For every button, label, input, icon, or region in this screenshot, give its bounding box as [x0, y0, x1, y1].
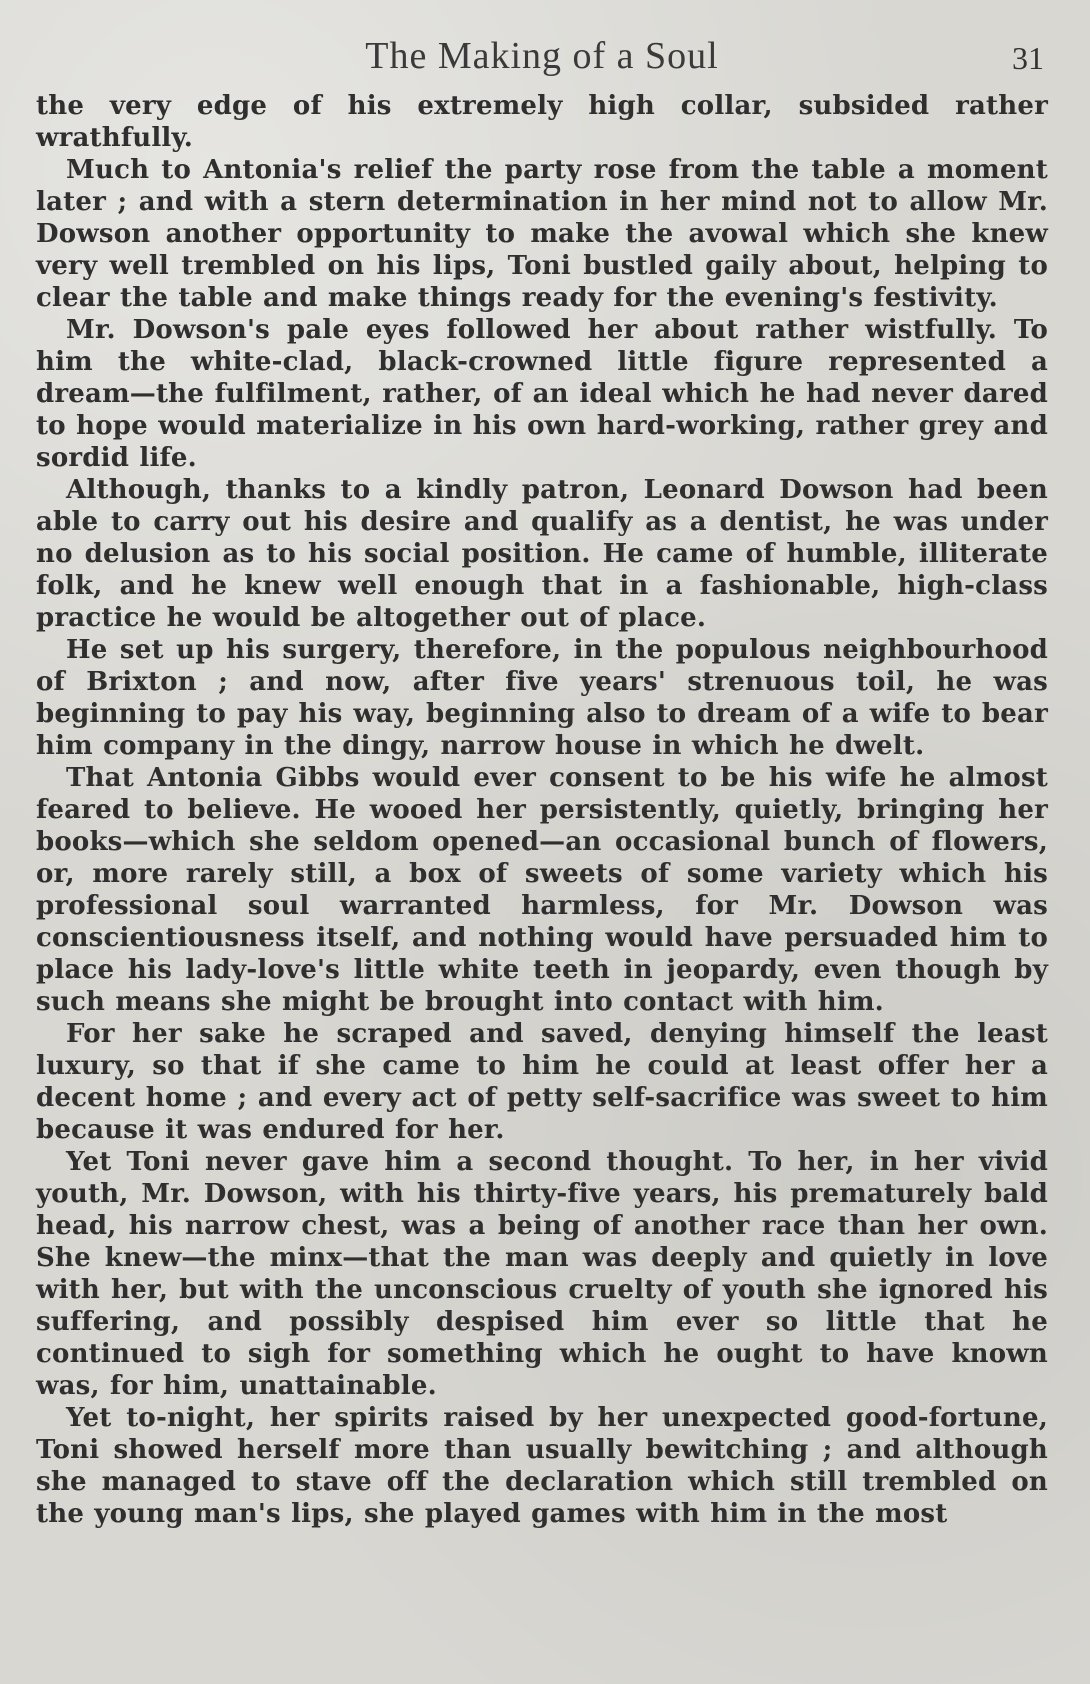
paragraph: For her sake he scraped and saved, denying himself the least luxury, so that if she came to him he could at least offer her a decent home ; and every act of petty self-sacrifice was sweet to him because it was endured for her. [36, 1019, 1048, 1145]
running-title: The Making of a Soul [365, 35, 719, 77]
paragraph: He set up his surgery, therefore, in the populous neighbourhood of Brixton ; and now, after five years' strenuous toil, he was beginning to pay his way, beginning also to dream of a wife to bear him company in the dingy, narrow house in which he dwelt. [36, 635, 1048, 761]
paragraph: That Antonia Gibbs would ever consent to be his wife he almost feared to believe. He wooed her persistently, quietly, bringing her books—which she seldom opened—an occasional bunch of flowers, or, more rarely still, a box of sweets of some variety which his professional soul warranted harmless, for Mr. Dowson was conscientiousness itself, and nothing would have persuaded him to place his lady-love's little white teeth in jeopardy, even though by such means she might be brought into contact with him. [36, 763, 1048, 1017]
paragraph: Much to Antonia's relief the party rose from the table a moment later ; and with a stern determination in her mind not to allow Mr. Dowson another opportunity to make the avowal which she knew very well trembled on his lips, Toni bustled gaily about, helping to clear the table and make things ready for the evening's festivity. [36, 155, 1048, 313]
body-text [36, 90, 1048, 1530]
page-number: 31 [1012, 40, 1044, 76]
page-header [36, 34, 1048, 88]
paragraph: Yet to-night, her spirits raised by her unexpected good-fortune, Toni showed herself more than usually bewitching ; and although she managed to stave off the declaration which still trembled on the young man's lips, she played games with him in the most [36, 1403, 1048, 1529]
paragraph: Although, thanks to a kindly patron, Leonard Dowson had been able to carry out his desire and qualify as a dentist, he was under no delusion as to his social position. He came of humble, illiterate folk, and he knew well enough that in a fashionable, high-class practice he would be altogether out of place. [36, 475, 1048, 633]
paragraph: Yet Toni never gave him a second thought. To her, in her vivid youth, Mr. Dowson, with his thirty-five years, his prematurely bald head, his narrow chest, was a being of another race than her own. She knew—the minx—that the man was deeply and quietly in love with her, but with the unconscious cruelty of youth she ignored his suffering, and possibly despised him ever so little that he continued to sigh for something which he ought to have known was, for him, unattainable. [36, 1147, 1048, 1401]
paragraph-continuation: the very edge of his extremely high collar, subsided rather wrathfully. [36, 91, 1048, 153]
paragraph: Mr. Dowson's pale eyes followed her about rather wistfully. To him the white-clad, black-crowned little figure represented a dream—the fulfilment, rather, of an ideal which he had never dared to hope would materialize in his own hard-working, rather grey and sordid life. [36, 315, 1048, 473]
